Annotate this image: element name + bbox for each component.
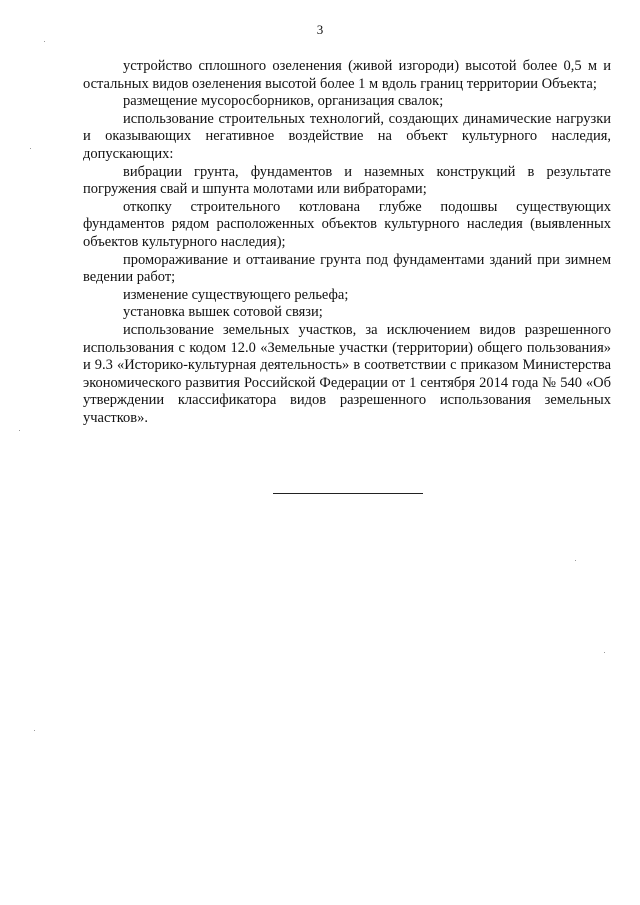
paragraph-freezing-thawing: промораживание и оттаивание грунта под фундаментами зданий при зимнем ведении работ; — [83, 251, 611, 286]
end-of-text-divider — [273, 493, 423, 494]
scan-speck — [34, 730, 35, 731]
paragraph-excavation: откопку строительного котлована глубже подошвы существующих фундаментов рядом расположенных объектов культурного наследия (выявленных объектов культурного наследия); — [83, 198, 611, 250]
paragraph-ground-vibration: вибрации грунта, фундаментов и наземных конструкций в результате погружения свай и шпунта молотами или вибраторами; — [83, 163, 611, 198]
paragraph-construction-technologies: использование строительных технологий, создающих динамические нагрузки и оказывающих негативное воздействие на объект культурного наследия, допускающих: — [83, 110, 611, 162]
paragraph-waste-collection: размещение мусоросборников, организация свалок; — [123, 93, 444, 110]
paragraph-hedge-planting: устройство сплошного озеленения (живой изгороди) высотой более 0,5 м и остальных видов озеленения высотой более 1 м вдоль границ территории Объекта; — [83, 58, 611, 92]
scan-speck — [30, 148, 31, 149]
page-number: 3 — [316, 22, 324, 37]
scan-speck — [44, 41, 45, 42]
paragraph-relief-change: изменение существующего рельефа; — [123, 286, 349, 303]
scan-speck — [19, 430, 20, 431]
scan-speck — [575, 560, 576, 561]
scan-speck — [604, 652, 605, 653]
paragraph-cell-towers: установка вышек сотовой связи; — [123, 304, 323, 321]
document-body — [83, 58, 611, 427]
paragraph-land-use: использование земельных участков, за исключением видов разрешенного использования с кодом 12.0 «Земельные участки (территории) общего пользования» и 9.3 «Историко-культурная деятельность» в соответствии с приказом Министерства экономического развития Российской Федерации от 1 сентября 2014 года № 540 «Об утверждении классификатора видов разрешенного использования земельных участков». — [83, 321, 611, 426]
